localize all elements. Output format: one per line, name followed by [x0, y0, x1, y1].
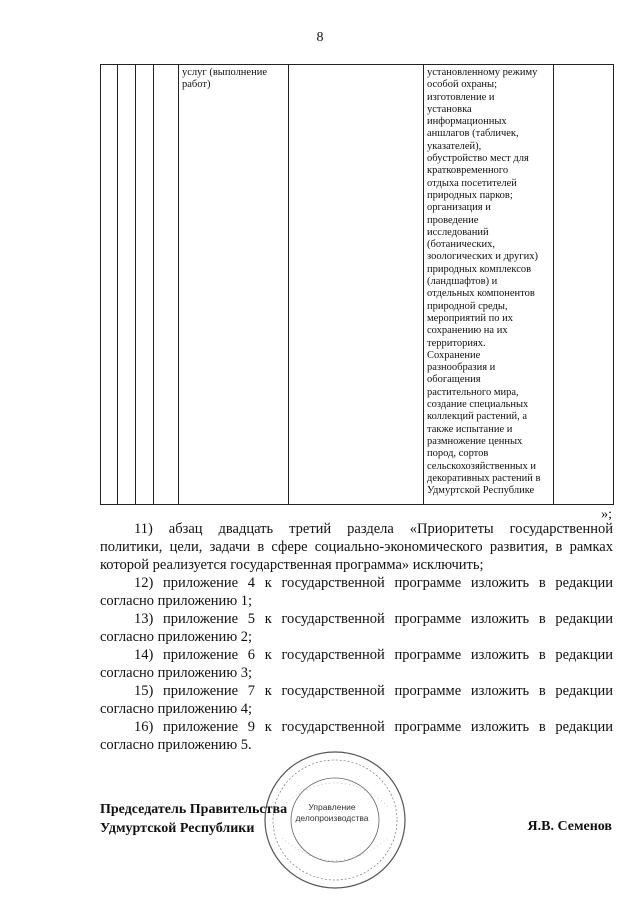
- description-line: указателей),: [427, 140, 482, 152]
- signature-title-line: Удмуртской Республики: [100, 821, 255, 836]
- description-line: природных комплексов: [427, 263, 532, 275]
- description-line: Сохранение: [427, 349, 481, 361]
- paragraph-line: политики, цели, задачи в сфере социально-экономического развития, в рамках: [100, 539, 613, 555]
- paragraph-line: согласно приложению 5.: [100, 737, 252, 753]
- description-line: отдельных компонентов: [427, 288, 535, 300]
- paragraph-line: согласно приложению 3;: [100, 665, 253, 681]
- description-line: территориях.: [427, 337, 486, 349]
- description-line: сельскохозяйственных и: [427, 460, 536, 472]
- description-line: организация и: [427, 202, 491, 214]
- description-line: обустройство мест для: [427, 153, 529, 165]
- table-cell: [101, 65, 118, 505]
- paragraph-11: [100, 520, 613, 574]
- paragraph-line: согласно приложению 2;: [100, 629, 253, 645]
- paragraph-line: 14) приложение 6 к государственной программе изложить в редакции: [134, 647, 613, 663]
- description-line: зоологических и других): [427, 251, 538, 263]
- description-line: аншлагов (табличек,: [427, 128, 519, 140]
- table-cell: [118, 65, 136, 505]
- paragraph-line: согласно приложению 4;: [100, 701, 253, 717]
- description-line: кратковременного: [427, 165, 509, 177]
- description-line: (ботанических,: [427, 239, 496, 251]
- paragraph-14: [100, 646, 613, 682]
- table-cell: [136, 65, 154, 505]
- paragraph-line: которой реализуется государственная программа» исключить;: [100, 557, 484, 573]
- description-line: Удмуртской Республике: [427, 485, 535, 497]
- description-line: обогащения: [427, 374, 481, 386]
- description-line: создание специальных: [427, 399, 529, 411]
- paragraph-12: [100, 574, 613, 610]
- table-cell: [554, 65, 614, 505]
- paragraph-line: 11) абзац двадцать третий раздела «Приоритеты государственной: [134, 521, 613, 537]
- stamp-text-line: делопроизводства: [295, 813, 369, 823]
- paragraph-line: 12) приложение 4 к государственной программе изложить в редакции: [134, 575, 613, 591]
- paragraph-line: 16) приложение 9 к государственной программе изложить в редакции: [134, 719, 613, 735]
- description-line: (ландшафтов) и: [427, 276, 498, 288]
- description-line: коллекций растений, а: [427, 411, 527, 423]
- description-line: также испытание и: [427, 423, 513, 435]
- description-line: сохранению на их: [427, 325, 508, 337]
- description-line: природных парков;: [427, 189, 513, 201]
- description-line: изготовление и: [427, 91, 495, 103]
- description-line: отдыха посетителей: [427, 177, 517, 189]
- description-line: растительного мира,: [427, 386, 519, 398]
- description-line: установка: [427, 103, 472, 115]
- signature-title-line: Председатель Правительства: [100, 802, 288, 817]
- signature-block: [100, 800, 287, 838]
- description-line: информационных: [427, 116, 507, 128]
- paragraph-13: [100, 610, 613, 646]
- page-number: 8: [316, 30, 324, 45]
- description-cell: [424, 65, 554, 505]
- table-cell: [289, 65, 424, 505]
- closing-quote: »;: [601, 507, 612, 522]
- service-cell: услуг (выполнение работ): [179, 65, 289, 505]
- stamp-text-line: Управление: [308, 802, 356, 812]
- description-line: особой охраны;: [427, 79, 497, 91]
- description-line: мероприятий по их: [427, 312, 513, 324]
- description-line: исследований: [427, 226, 489, 238]
- description-line: установленному режиму: [427, 67, 538, 78]
- description-line: природной среды,: [427, 300, 508, 312]
- paragraph-line: 15) приложение 7 к государственной программе изложить в редакции: [134, 683, 613, 699]
- description-line: проведение: [427, 214, 479, 226]
- signatory-name: Я.В. Семенов: [527, 819, 612, 834]
- paragraph-line: 13) приложение 5 к государственной программе изложить в редакции: [134, 611, 613, 627]
- description-line: пород, сортов: [427, 448, 489, 460]
- document-table: [100, 64, 614, 505]
- description-line: разнообразия и: [427, 362, 496, 374]
- description-line: декоративных растений в: [427, 472, 541, 484]
- paragraph-15: [100, 682, 613, 718]
- table-cell: [154, 65, 179, 505]
- description-line: размножение ценных: [427, 435, 523, 447]
- table-row: [101, 65, 614, 505]
- paragraph-line: согласно приложению 1;: [100, 593, 253, 609]
